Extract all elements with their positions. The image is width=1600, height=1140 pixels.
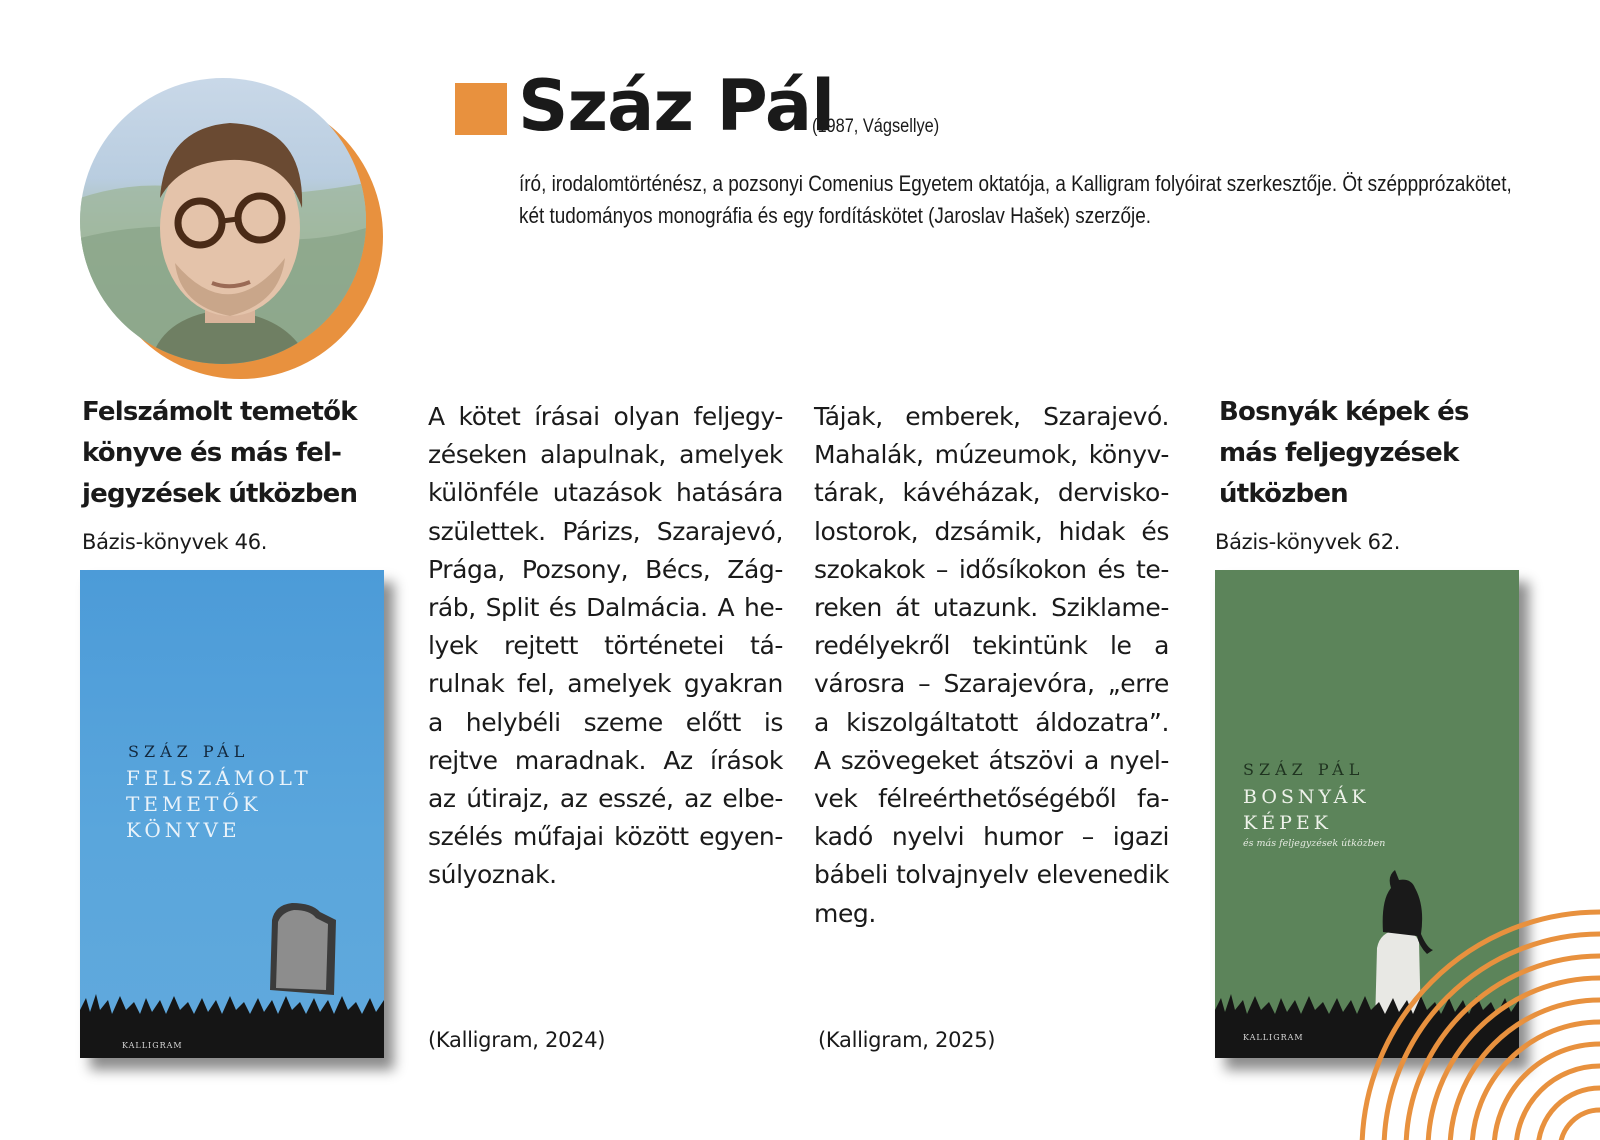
book-title: Bosnyák képek és más feljegyzések útközben (1219, 397, 1469, 509)
book-title: Felszámolt temetők könyve és más fel-jegyzések útközben (82, 397, 358, 509)
author-portrait-icon (80, 78, 366, 364)
cover-author: SZÁZ PÁL (1243, 760, 1365, 779)
cover-publisher: KALLIGRAM (1243, 1033, 1304, 1042)
cover-title-line: KÉPEK (1243, 812, 1332, 834)
cover-title (1243, 784, 1483, 836)
book-publisher: (Kalligram, 2025) (818, 1028, 996, 1052)
title-accent-square (455, 83, 507, 135)
cover-title-line: TEMETŐK (126, 792, 262, 816)
author-photo (80, 78, 366, 364)
cover-title (126, 765, 366, 843)
cover-title-line: FELSZÁMOLT (126, 766, 312, 790)
cover-subtitle: és más feljegyzések útközben (1243, 838, 1386, 849)
author-meta: (1987, Vágsellye) (812, 116, 940, 137)
book-publisher: (Kalligram, 2024) (428, 1028, 606, 1052)
concentric-rings-decoration-icon (1330, 880, 1600, 1140)
cover-author: SZÁZ PÁL (128, 742, 250, 761)
book-cover (80, 570, 384, 1058)
book-series: Bázis-könyvek 62. (1215, 530, 1401, 554)
book-description: A kötet írásai olyan feljegy-zéseken alapulnak, amelyek különféle utazások hatására születtek. Párizs, Szarajevó, Prága, Pozsony, Bécs, Zág-ráb, Split és Dalmácia. A he-lyek rejtett történetei tá-rulnak fel, amelyek gyakran a helybéli szeme előtt is rejtve maradnak. Az írások az útirajz, az esszé, az elbe-szélés műfajai között egyen-súlyoznak. (428, 402, 783, 890)
author-name: Száz Pál (518, 65, 835, 147)
cover-title-line: KÖNYVE (126, 818, 241, 842)
cover-title-line: BOSNYÁK (1243, 786, 1370, 808)
author-portrait (80, 78, 386, 378)
book-description: Tájak, emberek, Szarajevó. Mahalák, múzeumok, könyv-tárak, kávéházak, dervisko-lostorok, dzsámik, hidak és szokakok – idősíkokon és te-reken át utazunk. Sziklame-redélyekről tekintünk le a városra – Szarajevóra, „erre a kiszolgáltatott áldozatra”. A szövegeket átszövi a nyel-vek félreérthetőségéből fa-kadó nyelvi humor – igazi bábeli tolvajnyelv elevenedik meg. (814, 402, 1169, 928)
book-series: Bázis-könyvek 46. (82, 530, 268, 554)
author-bio: író, irodalomtörténész, a pozsonyi Comenius Egyetem oktatója, a Kalligram folyóirat szerkesztője. Öt széppprózakötet, két tudományos monográfia és egy fordításkötet (Jaroslav Hašek) szerzője. (519, 171, 1512, 228)
cover-publisher: KALLIGRAM (122, 1041, 183, 1050)
